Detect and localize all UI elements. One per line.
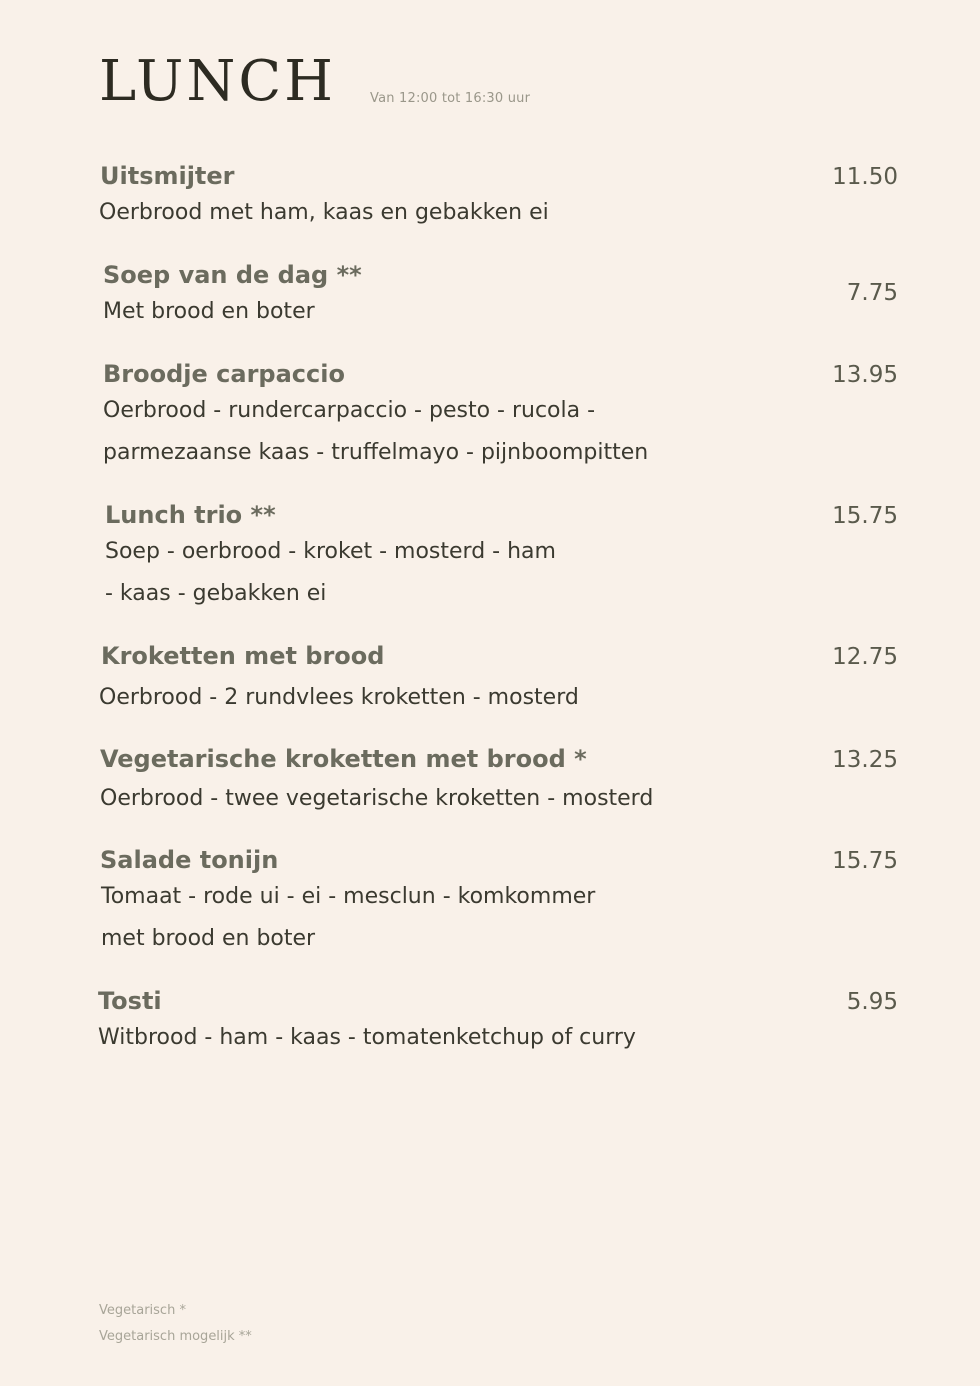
menu-item-name: Soep van de dag ** <box>103 261 362 289</box>
menu-item-price: 5.95 <box>846 989 898 1015</box>
menu-item-description: Tomaat - rode ui - ei - mesclun - komkommer <box>101 884 596 909</box>
menu-item-description: met brood en boter <box>101 926 316 951</box>
menu-item-description: Soep - oerbrood - kroket - mosterd - ham <box>105 539 556 564</box>
menu-item-description: Met brood en boter <box>103 299 315 324</box>
page-title: LUNCH <box>99 49 337 114</box>
menu-item-description: parmezaanse kaas - truffelmayo - pijnboompitten <box>103 440 649 465</box>
legend-vegetarian: Vegetarisch * <box>99 1303 186 1318</box>
legend-vegetarian-possible: Vegetarisch mogelijk ** <box>99 1329 252 1344</box>
opening-hours: Van 12:00 tot 16:30 uur <box>370 91 531 106</box>
menu-item-name: Vegetarische kroketten met brood * <box>100 745 587 773</box>
menu-item-price: 13.25 <box>832 747 898 773</box>
menu-item-name: Lunch trio ** <box>105 501 276 529</box>
menu-item-description: Oerbrood - twee vegetarische kroketten - mosterd <box>100 786 654 811</box>
menu-item-description: Oerbrood - rundercarpaccio - pesto - rucola - <box>103 398 596 423</box>
menu-item-name: Uitsmijter <box>100 162 235 190</box>
menu-item-description: Oerbrood - 2 rundvlees kroketten - mosterd <box>99 685 579 710</box>
menu-item-description: Witbrood - ham - kaas - tomatenketchup of curry <box>98 1025 636 1050</box>
menu-item-price: 13.95 <box>832 362 898 388</box>
menu-item-price: 15.75 <box>832 848 898 874</box>
menu-item-price: 7.75 <box>846 280 898 306</box>
menu-item-name: Broodje carpaccio <box>103 360 345 388</box>
menu-item-description: Oerbrood met ham, kaas en gebakken ei <box>99 200 549 225</box>
menu-item-name: Kroketten met brood <box>101 642 385 670</box>
menu-item-description: - kaas - gebakken ei <box>105 581 327 606</box>
menu-item-name: Salade tonijn <box>100 846 279 874</box>
menu-item-price: 12.75 <box>832 644 898 670</box>
menu-item-price: 11.50 <box>832 164 898 190</box>
menu-item-price: 15.75 <box>832 503 898 529</box>
menu-item-name: Tosti <box>98 987 162 1015</box>
